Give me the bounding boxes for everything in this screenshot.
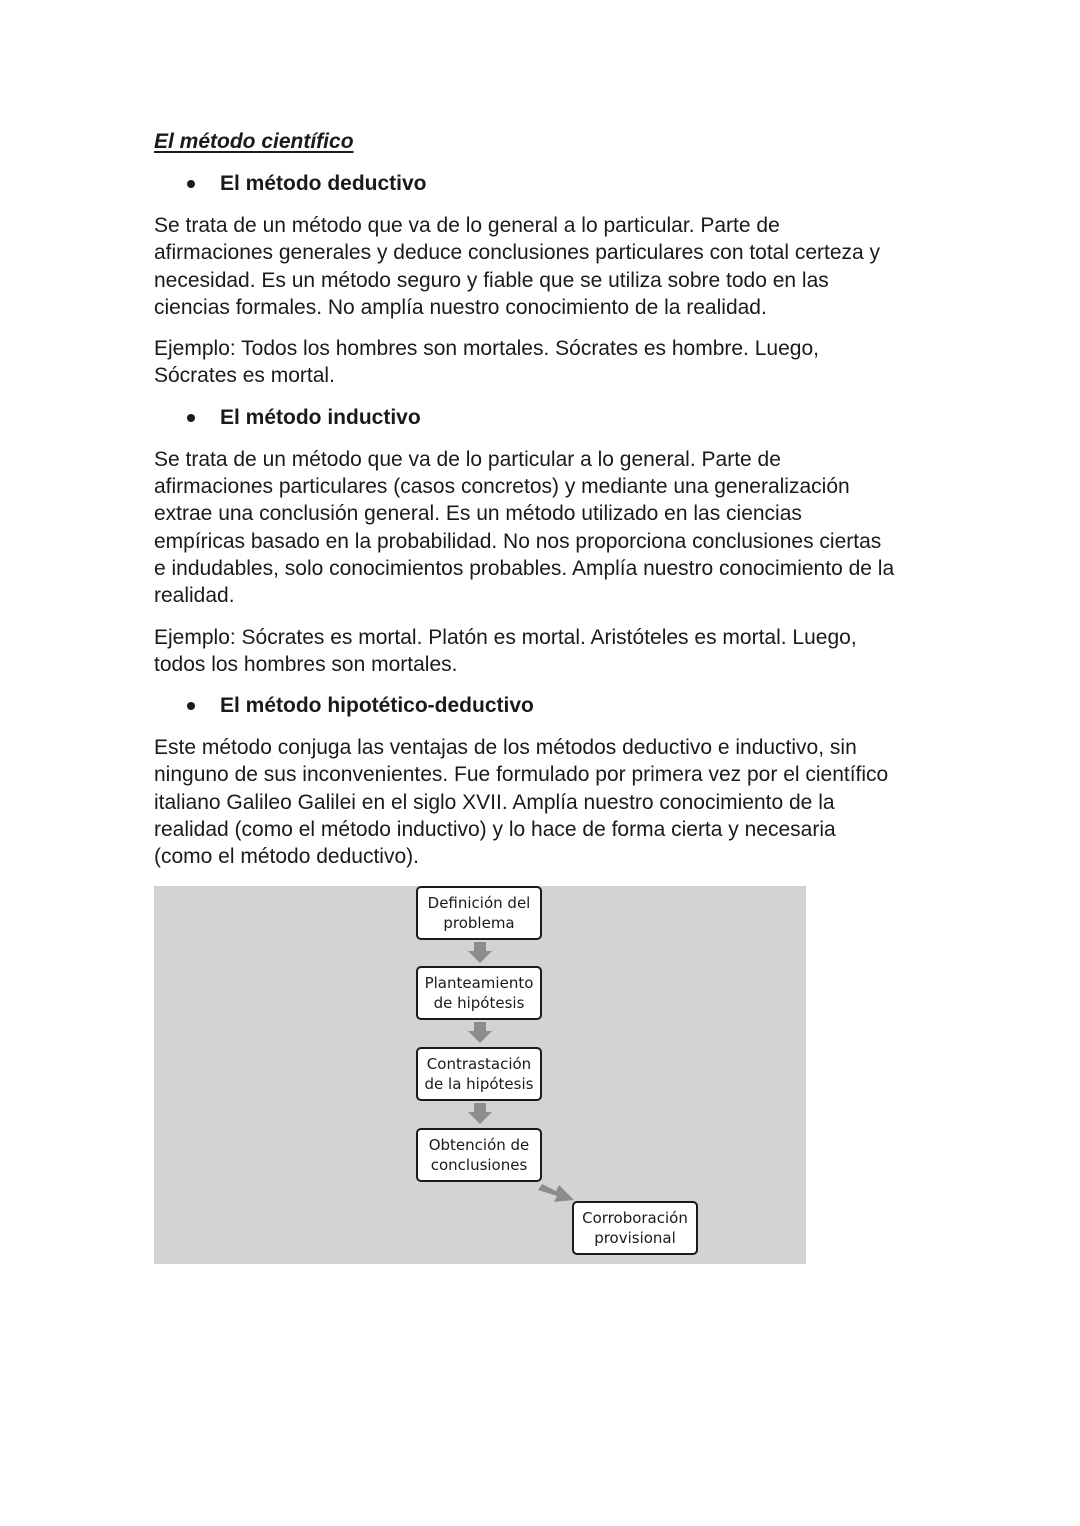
flow-diagram: [154, 886, 806, 1264]
down-arrow-icon: [468, 1022, 492, 1044]
bullet-icon: [187, 180, 195, 188]
paragraph-inductivo-example: [154, 624, 944, 679]
paragraph-line: ninguno de sus inconvenientes. Fue formulado por primera vez por el científico: [154, 763, 889, 787]
step-label-line: problema: [443, 914, 515, 932]
paragraph-line: extrae una conclusión general. Es un método utilizado en las ciencias: [154, 502, 802, 526]
step-label-line: Corroboración: [582, 1209, 688, 1227]
paragraph-line: afirmaciones particulares (casos concretos) y mediante una generalización: [154, 475, 850, 499]
step-obtencion-conclusiones: [416, 1128, 542, 1182]
diagonal-arrow-icon: [538, 1178, 578, 1206]
paragraph-line: todos los hombres son mortales.: [154, 652, 458, 676]
paragraph-line: afirmaciones generales y deduce conclusiones particulares con total certeza y: [154, 241, 881, 265]
paragraph-line: Este método conjuga las ventajas de los métodos deductivo e inductivo, sin: [154, 736, 857, 760]
paragraph-line: Sócrates es mortal.: [154, 364, 335, 388]
step-label-line: provisional: [594, 1229, 676, 1247]
paragraph-line: ciencias formales. No amplía nuestro conocimiento de la realidad.: [154, 295, 767, 319]
paragraph-inductivo-definition: [154, 446, 944, 610]
paragraph-line: empíricas basado en la probabilidad. No nos proporciona conclusiones ciertas: [154, 529, 882, 553]
document-body: [154, 128, 944, 871]
paragraph-deductivo-definition: [154, 212, 944, 321]
paragraph-line: Se trata de un método que va de lo general a lo particular. Parte de: [154, 214, 780, 237]
paragraph-line: e indudables, solo conocimientos probables. Amplía nuestro conocimiento de la: [154, 556, 895, 580]
section-heading-text: El método inductivo: [220, 405, 421, 429]
step-label-line: de hipótesis: [433, 994, 525, 1012]
step-label-line: conclusiones: [430, 1156, 528, 1174]
step-contrastacion-hipotesis: [416, 1047, 542, 1101]
step-label-line: de la hipótesis: [424, 1075, 534, 1093]
paragraph-line: realidad.: [154, 584, 235, 608]
section-heading-text: El método deductivo: [220, 172, 427, 195]
step-definicion-problema: [416, 886, 542, 940]
section-heading-hipotetico-deductivo: [187, 692, 944, 720]
section-heading-text: El método hipotético-deductivo: [220, 694, 534, 718]
step-label-line: Obtención de: [428, 1136, 530, 1154]
bullet-icon: [187, 702, 195, 710]
down-arrow-icon: [468, 942, 492, 964]
down-arrow-icon: [468, 1103, 492, 1125]
paragraph-line: Ejemplo: Sócrates es mortal. Platón es mortal. Aristóteles es mortal. Luego,: [154, 625, 857, 649]
paragraph-deductivo-example: [154, 335, 944, 390]
document-title: El método científico: [154, 130, 354, 153]
section-heading-inductivo: [187, 404, 944, 432]
paragraph-line: Ejemplo: Todos los hombres son mortales. Sócrates es hombre. Luego,: [154, 337, 819, 361]
step-label-line: Contrastación: [426, 1055, 532, 1073]
step-label-line: Definición del: [427, 894, 531, 912]
bullet-icon: [187, 414, 195, 422]
section-heading-deductivo: [187, 170, 944, 198]
step-planteamiento-hipotesis: [416, 966, 542, 1020]
paragraph-line: italiano Galileo Galilei en el siglo XVII. Amplía nuestro conocimiento de la: [154, 790, 835, 814]
paragraph-line: (como el método deductivo).: [154, 845, 419, 869]
paragraph-line: necesidad. Es un método seguro y fiable que se utiliza sobre todo en las: [154, 268, 829, 292]
step-label-line: Planteamiento: [424, 974, 534, 992]
step-corroboracion-provisional: [572, 1201, 698, 1255]
paragraph-line: Se trata de un método que va de lo particular a lo general. Parte de: [154, 447, 781, 471]
paragraph-hipotetico-definition: [154, 734, 944, 870]
paragraph-line: realidad (como el método inductivo) y lo hace de forma cierta y necesaria: [154, 818, 836, 842]
